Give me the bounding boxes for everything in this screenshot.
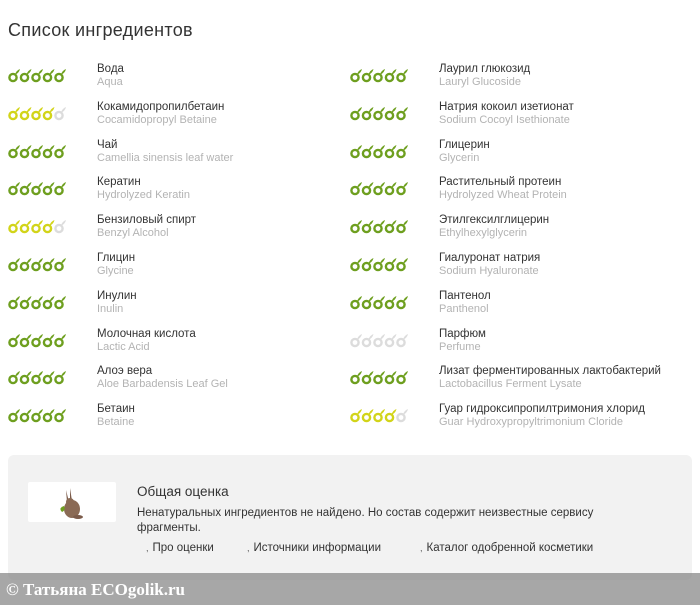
leaf-icon — [44, 220, 55, 232]
rating-leaves — [8, 369, 68, 385]
bullet-icon: , — [247, 543, 250, 553]
rating-leaves — [8, 218, 68, 234]
ingredient-name: Парфюм — [439, 327, 486, 340]
leaf-icon — [21, 182, 32, 194]
leaf-icon — [55, 334, 66, 346]
leaf-icon — [32, 409, 43, 421]
ingredient-inci: Sodium Cocoyl Isethionate — [439, 113, 570, 126]
ingredient-name: Глицерин — [439, 138, 490, 151]
leaf-icon — [9, 371, 20, 383]
leaf-icon — [44, 145, 55, 157]
leaf-icon — [9, 220, 20, 232]
leaf-icon — [351, 107, 362, 119]
leaf-icon — [374, 145, 385, 157]
leaf-icon — [374, 296, 385, 308]
rating-leaves — [350, 180, 410, 196]
page-title: Список ингредиентов — [8, 20, 193, 40]
leaf-icon — [44, 182, 55, 194]
leaf-icon — [21, 334, 32, 346]
leaf-icon — [351, 409, 362, 421]
leaf-icon — [397, 69, 408, 81]
leaf-icon — [374, 220, 385, 232]
leaf-icon — [363, 296, 374, 308]
ingredient-name: Инулин — [97, 289, 137, 302]
leaf-icon — [397, 182, 408, 194]
leaf-icon — [55, 258, 66, 270]
leaf-icon — [44, 409, 55, 421]
leaf-icon — [55, 182, 66, 194]
leaf-icon — [44, 107, 55, 119]
leaf-icon — [9, 296, 20, 308]
ingredients-column-right — [350, 60, 690, 438]
ingredient-row[interactable] — [350, 325, 690, 363]
leaf-icon — [397, 409, 408, 421]
rating-leaves — [8, 332, 68, 348]
hare-logo — [28, 482, 116, 522]
leaf-icon — [21, 409, 32, 421]
ingredients-column-left — [8, 60, 348, 438]
leaf-icon — [397, 107, 408, 119]
leaf-icon — [32, 145, 43, 157]
ingredient-inci: Benzyl Alcohol — [97, 227, 169, 240]
ingredient-name: Кератин — [97, 176, 141, 189]
ingredient-name: Лаурил глюкозид — [439, 63, 531, 75]
leaf-icon — [397, 334, 408, 346]
leaf-icon — [55, 409, 66, 421]
ingredient-name: Натрия кокоил изетионат — [439, 100, 574, 113]
leaf-icon — [44, 371, 55, 383]
ingredient-inci: Perfume — [439, 340, 481, 353]
leaf-icon — [55, 296, 66, 308]
leaf-icon — [21, 296, 32, 308]
ingredient-row[interactable] — [350, 211, 690, 249]
leaf-icon — [374, 107, 385, 119]
summary-title: Общая оценка — [137, 484, 229, 499]
leaf-icon — [32, 220, 43, 232]
leaf-icon — [9, 409, 20, 421]
link-about-ratings[interactable]: , Про оценки — [146, 542, 214, 554]
ingredient-row[interactable] — [8, 325, 348, 363]
ingredient-name: Лизат ферментированных лактобактерий — [439, 365, 661, 378]
ingredient-name: Этилгексилглицерин — [439, 214, 550, 227]
ingredient-name: Кокамидопропилбетаин — [97, 100, 225, 113]
ingredient-inci: Hydrolyzed Keratin — [97, 189, 190, 202]
ingredient-inci: Guar Hydroxypropyltrimonium Cloride — [439, 416, 624, 429]
ingredient-name: Бензиловый спирт — [97, 214, 197, 227]
leaf-icon — [351, 182, 362, 194]
leaf-icon — [374, 409, 385, 421]
ingredient-row[interactable] — [8, 98, 348, 136]
leaf-icon — [32, 334, 43, 346]
leaf-icon — [363, 69, 374, 81]
rating-leaves — [350, 143, 410, 159]
leaf-icon — [9, 258, 20, 270]
link-approved-catalog[interactable]: , Каталог одобренной косметики — [420, 542, 594, 554]
watermark-text: © Татьяна ECOgolik.ru — [6, 580, 185, 599]
ingredient-row[interactable] — [350, 400, 690, 438]
leaf-icon — [386, 258, 397, 270]
leaf-icon — [32, 107, 43, 119]
leaf-icon — [9, 107, 20, 119]
leaf-icon — [397, 371, 408, 383]
rating-leaves — [350, 105, 410, 121]
rating-leaves — [350, 294, 410, 310]
rating-leaves — [8, 294, 68, 310]
rating-leaves — [350, 218, 410, 234]
ingredient-row[interactable] — [8, 211, 348, 249]
ingredient-inci: Aloe Barbadensis Leaf Gel — [97, 378, 228, 391]
leaf-icon — [363, 220, 374, 232]
hare-icon — [60, 488, 83, 519]
leaf-icon — [44, 296, 55, 308]
rating-leaves — [8, 180, 68, 196]
ingredient-name: Растительный протеин — [439, 176, 562, 189]
leaf-icon — [397, 220, 408, 232]
leaf-icon — [374, 182, 385, 194]
ingredient-inci: Lauryl Glucoside — [439, 76, 521, 88]
ingredient-inci: Aqua — [97, 76, 123, 88]
leaf-icon — [397, 145, 408, 157]
leaf-icon — [363, 258, 374, 270]
leaf-icon — [397, 296, 408, 308]
ingredient-row[interactable] — [350, 98, 690, 136]
ingredient-row[interactable] — [8, 287, 348, 325]
ingredient-row[interactable] — [8, 400, 348, 438]
leaf-icon — [363, 182, 374, 194]
ingredient-inci: Cocamidopropyl Betaine — [97, 113, 217, 126]
summary-panel — [8, 455, 692, 580]
leaf-icon — [9, 69, 20, 81]
ingredient-inci: Panthenol — [439, 302, 489, 315]
leaf-icon — [32, 182, 43, 194]
leaf-icon — [363, 334, 374, 346]
ingredient-inci: Lactic Acid — [97, 340, 150, 353]
leaf-icon — [374, 258, 385, 270]
leaf-icon — [351, 371, 362, 383]
leaf-icon — [386, 334, 397, 346]
leaf-icon — [351, 334, 362, 346]
leaf-icon — [351, 220, 362, 232]
leaf-icon — [9, 145, 20, 157]
ingredient-name: Бетаин — [97, 403, 135, 416]
ingredient-row[interactable] — [350, 287, 690, 325]
ingredient-inci: Betaine — [97, 416, 135, 429]
ingredient-inci: Inulin — [97, 302, 124, 315]
ingredient-name: Гиалуронат натрия — [439, 251, 541, 264]
ingredient-inci: Glycine — [97, 264, 134, 277]
rating-leaves — [350, 67, 410, 83]
ingredient-row[interactable] — [350, 362, 690, 400]
leaf-icon — [21, 69, 32, 81]
ingredient-row[interactable] — [350, 136, 690, 174]
ingredient-row[interactable] — [8, 136, 348, 174]
leaf-icon — [55, 107, 66, 119]
rating-leaves — [350, 407, 410, 423]
rating-leaves — [350, 369, 410, 385]
leaf-icon — [351, 296, 362, 308]
watermark-bar — [0, 573, 700, 605]
bullet-icon: , — [420, 543, 423, 553]
rating-leaves — [8, 105, 68, 121]
leaf-icon — [386, 107, 397, 119]
leaf-icon — [32, 69, 43, 81]
leaf-icon — [21, 107, 32, 119]
ingredient-name: Вода — [97, 63, 124, 75]
ingredient-row[interactable] — [350, 173, 690, 211]
leaf-icon — [32, 258, 43, 270]
leaf-icon — [55, 145, 66, 157]
ingredient-name: Чай — [97, 138, 118, 151]
leaf-icon — [351, 258, 362, 270]
ingredient-row[interactable] — [8, 249, 348, 287]
leaf-icon — [55, 371, 66, 383]
bullet-icon: , — [146, 543, 149, 553]
rating-leaves — [8, 67, 68, 83]
rating-leaves — [8, 407, 68, 423]
summary-text: Ненатуральных ингредиентов не найдено. Но состав содержит неизвестные сервису фрагменты. — [137, 507, 594, 534]
link-sources[interactable]: , Источники информации — [247, 542, 381, 554]
rating-leaves — [8, 256, 68, 272]
rating-leaves — [350, 332, 410, 348]
leaf-icon — [32, 296, 43, 308]
leaf-icon — [21, 220, 32, 232]
leaf-icon — [386, 182, 397, 194]
leaf-icon — [386, 371, 397, 383]
leaf-icon — [363, 409, 374, 421]
leaf-icon — [9, 334, 20, 346]
leaf-icon — [363, 371, 374, 383]
ingredient-inci: Camellia sinensis leaf water — [97, 151, 234, 164]
ingredient-name: Пантенол — [439, 289, 491, 302]
leaf-icon — [21, 258, 32, 270]
leaf-icon — [374, 69, 385, 81]
leaf-icon — [44, 69, 55, 81]
ingredient-inci: Lactobacillus Ferment Lysate — [439, 378, 582, 391]
leaf-icon — [351, 145, 362, 157]
ingredient-name: Алоэ вера — [97, 365, 153, 378]
ingredient-row[interactable] — [8, 173, 348, 211]
leaf-icon — [44, 258, 55, 270]
leaf-icon — [386, 145, 397, 157]
leaf-icon — [9, 182, 20, 194]
leaf-icon — [351, 69, 362, 81]
leaf-icon — [44, 334, 55, 346]
leaf-icon — [21, 145, 32, 157]
ingredient-inci: Hydrolyzed Wheat Protein — [439, 189, 567, 202]
ingredient-inci: Glycerin — [439, 151, 480, 164]
leaf-icon — [386, 296, 397, 308]
ingredient-inci: Sodium Hyaluronate — [439, 264, 539, 277]
ingredient-row[interactable] — [8, 362, 348, 400]
rating-leaves — [350, 256, 410, 272]
leaf-icon — [55, 69, 66, 81]
leaf-icon — [386, 409, 397, 421]
leaf-icon — [374, 371, 385, 383]
leaf-icon — [374, 334, 385, 346]
ingredient-row[interactable] — [350, 249, 690, 287]
ingredient-row[interactable] — [8, 60, 348, 98]
ingredient-name: Глицин — [97, 251, 136, 264]
ingredient-name: Молочная кислота — [97, 327, 196, 340]
ingredient-name: Гуар гидроксипропилтримония хлорид — [439, 403, 646, 416]
leaf-icon — [386, 69, 397, 81]
leaf-icon — [363, 107, 374, 119]
rating-leaves — [8, 143, 68, 159]
leaf-icon — [397, 258, 408, 270]
leaf-icon — [363, 145, 374, 157]
leaf-icon — [55, 220, 66, 232]
leaf-icon — [386, 220, 397, 232]
ingredient-row[interactable] — [350, 60, 690, 98]
ingredient-inci: Ethylhexylglycerin — [439, 227, 528, 240]
leaf-icon — [21, 371, 32, 383]
leaf-icon — [32, 371, 43, 383]
